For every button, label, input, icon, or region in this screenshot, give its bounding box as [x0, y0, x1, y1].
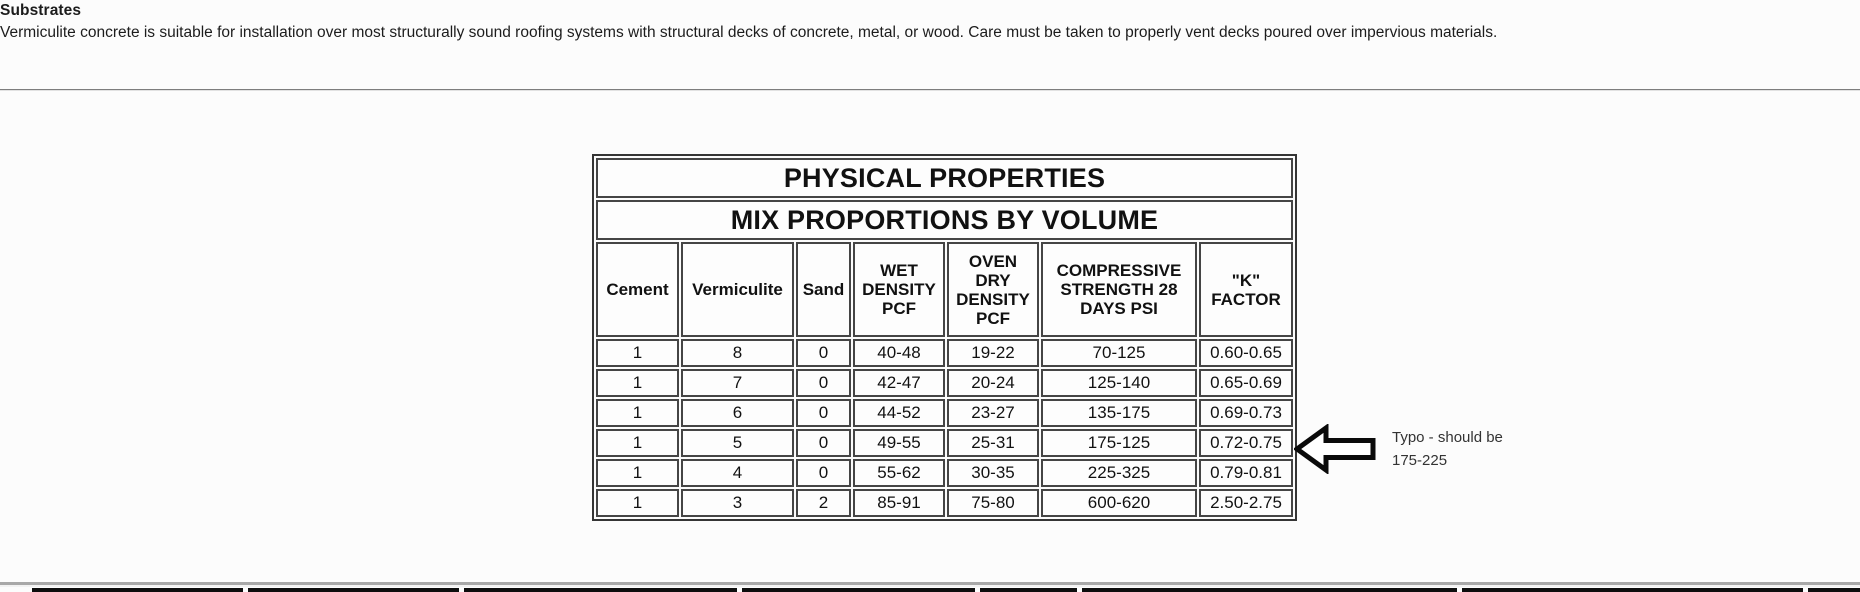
table-cell: 0 — [796, 459, 851, 487]
table-cell: 23-27 — [947, 399, 1039, 427]
physical-properties-table — [592, 154, 1297, 521]
table-cell: 30-35 — [947, 459, 1039, 487]
table-cell: 25-31 — [947, 429, 1039, 457]
table-cell: 20-24 — [947, 369, 1039, 397]
cutoff-element-edge — [1462, 588, 1803, 592]
table-cell: 0.79-0.81 — [1199, 459, 1293, 487]
table-header-row — [596, 242, 1293, 337]
table-row-with-typo — [596, 429, 1293, 457]
table-cell: 1 — [596, 429, 679, 457]
table-cell: 0 — [796, 399, 851, 427]
table-cell: 0.72-0.75 — [1199, 429, 1293, 457]
table-cell: 55-62 — [853, 459, 945, 487]
column-header-oven-dry-density: OVEN DRY DENSITY PCF — [947, 242, 1039, 337]
table-cell: 4 — [681, 459, 794, 487]
column-header-cement: Cement — [596, 242, 679, 337]
table-cell: 0 — [796, 339, 851, 367]
intro-section — [0, 1, 1558, 43]
bottom-cutoff-strip — [0, 588, 1860, 592]
cutoff-element-edge — [464, 588, 737, 592]
table-cell-typo-value: 175-125 — [1041, 429, 1197, 457]
cutoff-element-edge — [1808, 588, 1860, 592]
table-cell: 8 — [681, 339, 794, 367]
table-cell: 49-55 — [853, 429, 945, 457]
table-cell: 1 — [596, 459, 679, 487]
horizontal-divider — [0, 89, 1860, 91]
table-cell: 125-140 — [1041, 369, 1197, 397]
cutoff-element-edge — [742, 588, 975, 592]
table-cell: 2 — [796, 489, 851, 517]
table-cell: 3 — [681, 489, 794, 517]
column-header-sand: Sand — [796, 242, 851, 337]
table-cell: 225-325 — [1041, 459, 1197, 487]
table-cell: 0 — [796, 369, 851, 397]
table-cell: 600-620 — [1041, 489, 1197, 517]
table-cell: 2.50-2.75 — [1199, 489, 1293, 517]
table-cell: 0 — [796, 429, 851, 457]
table-cell: 0.65-0.69 — [1199, 369, 1293, 397]
table-row — [596, 489, 1293, 517]
intro-paragraph: Vermiculite concrete is suitable for installation over most structurally sound roofing systems with structural decks of concrete, metal, or wood. Care must be taken to properly vent decks poured over impervious materials. — [0, 24, 1498, 41]
column-header-vermiculite: Vermiculite — [681, 242, 794, 337]
table-cell: 85-91 — [853, 489, 945, 517]
typo-annotation — [1392, 426, 1503, 472]
cutoff-element-edge — [980, 588, 1077, 592]
table-row — [596, 399, 1293, 427]
table-cell: 42-47 — [853, 369, 945, 397]
table-cell: 1 — [596, 339, 679, 367]
table-cell: 75-80 — [947, 489, 1039, 517]
cutoff-element-edge — [248, 588, 459, 592]
table-cell: 70-125 — [1041, 339, 1197, 367]
column-header-wet-density: WET DENSITY PCF — [853, 242, 945, 337]
table-row — [596, 369, 1293, 397]
table-cell: 135-175 — [1041, 399, 1197, 427]
table-cell: 6 — [681, 399, 794, 427]
typo-annotation-line2: 175-225 — [1392, 452, 1448, 469]
table-cell: 0.69-0.73 — [1199, 399, 1293, 427]
table-row — [596, 339, 1293, 367]
table-cell: 5 — [681, 429, 794, 457]
table-subtitle: MIX PROPORTIONS BY VOLUME — [596, 200, 1293, 240]
typo-left-arrow-icon — [1294, 424, 1376, 479]
typo-annotation-line1: Typo - should be — [1392, 429, 1503, 446]
table-cell: 44-52 — [853, 399, 945, 427]
section-heading: Substrates — [0, 2, 82, 19]
table-cell: 1 — [596, 489, 679, 517]
bottom-divider — [0, 582, 1860, 587]
column-header-compressive-strength: COMPRESSIVE STRENGTH 28 DAYS PSI — [1041, 242, 1197, 337]
table-cell: 1 — [596, 369, 679, 397]
table-title: PHYSICAL PROPERTIES — [596, 158, 1293, 198]
table-cell: 7 — [681, 369, 794, 397]
table-cell: 0.60-0.65 — [1199, 339, 1293, 367]
table-cell: 40-48 — [853, 339, 945, 367]
cutoff-element-edge — [1082, 588, 1457, 592]
table-cell: 1 — [596, 399, 679, 427]
table-row — [596, 459, 1293, 487]
table-cell: 19-22 — [947, 339, 1039, 367]
column-header-k-factor: "K" FACTOR — [1199, 242, 1293, 337]
cutoff-element-edge — [32, 588, 243, 592]
